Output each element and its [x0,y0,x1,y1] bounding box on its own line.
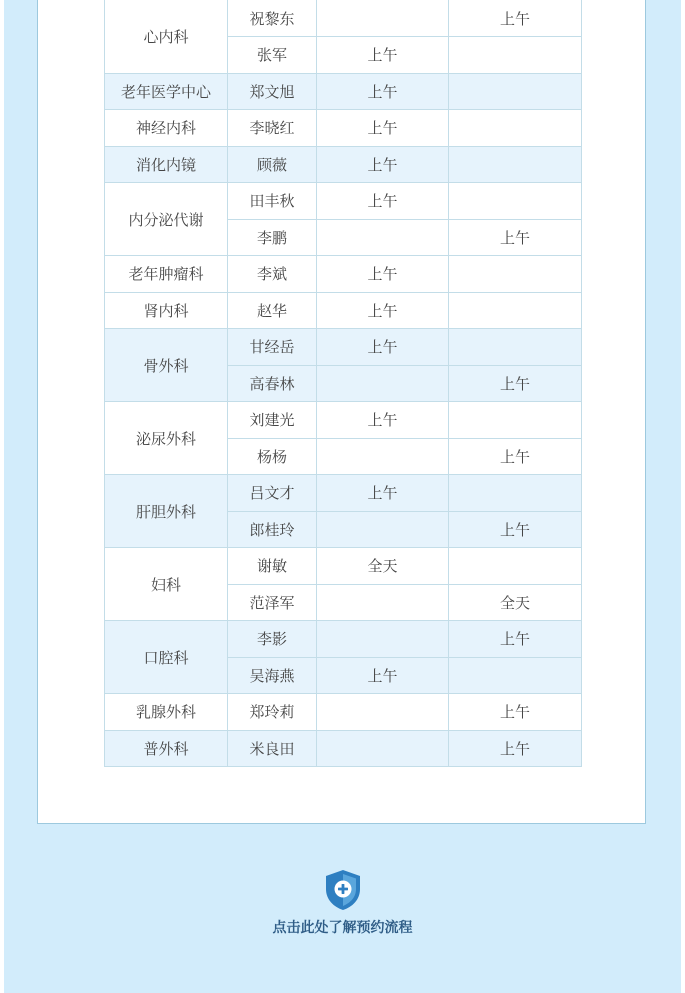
department-cell: 妇科 [105,548,228,621]
schedule-slot-cell: 上午 [317,183,449,220]
table-row [105,183,582,220]
doctor-cell: 米良田 [228,730,317,767]
doctor-cell: 李斌 [228,256,317,293]
table-row [105,329,582,366]
table-row [105,256,582,293]
schedule-slot-cell [317,438,449,475]
schedule-slot-cell: 上午 [449,730,582,767]
table-row [105,475,582,512]
schedule-slot-cell: 上午 [449,621,582,658]
schedule-slot-cell [449,292,582,329]
schedule-slot-cell: 上午 [317,292,449,329]
table-row [105,548,582,585]
schedule-slot-cell [449,402,582,439]
doctor-cell: 赵华 [228,292,317,329]
schedule-slot-cell: 上午 [317,402,449,439]
department-cell: 口腔科 [105,621,228,694]
doctor-cell: 李影 [228,621,317,658]
schedule-slot-cell: 上午 [317,256,449,293]
doctor-cell: 谢敏 [228,548,317,585]
table-row [105,110,582,147]
doctor-cell: 甘经岳 [228,329,317,366]
schedule-slot-cell: 上午 [317,475,449,512]
footer [4,868,681,937]
doctor-cell: 郎桂玲 [228,511,317,548]
doctor-cell: 范泽军 [228,584,317,621]
schedule-slot-cell [449,256,582,293]
table-row [105,292,582,329]
doctor-cell: 李晓红 [228,110,317,147]
schedule-slot-cell [317,365,449,402]
table-row [105,73,582,110]
schedule-slot-cell [317,219,449,256]
department-cell: 肾内科 [105,292,228,329]
schedule-table-body [105,0,582,767]
schedule-slot-cell: 上午 [317,657,449,694]
table-row [105,730,582,767]
table-row [105,146,582,183]
schedule-slot-cell [449,73,582,110]
schedule-slot-cell: 上午 [317,329,449,366]
schedule-slot-cell: 全天 [317,548,449,585]
table-row [105,621,582,658]
department-cell: 普外科 [105,730,228,767]
department-cell: 泌尿外科 [105,402,228,475]
department-cell: 老年医学中心 [105,73,228,110]
schedule-slot-cell: 上午 [317,110,449,147]
department-cell: 老年肿瘤科 [105,256,228,293]
department-cell: 乳腺外科 [105,694,228,731]
department-cell: 神经内科 [105,110,228,147]
schedule-slot-cell [449,183,582,220]
department-cell: 心内科 [105,0,228,73]
table-row [105,0,582,37]
schedule-slot-cell [317,511,449,548]
department-cell: 骨外科 [105,329,228,402]
schedule-slot-cell: 上午 [317,37,449,74]
schedule-slot-cell [317,584,449,621]
schedule-slot-cell [449,110,582,147]
doctor-cell: 杨杨 [228,438,317,475]
schedule-slot-cell [449,329,582,366]
doctor-cell: 李鹏 [228,219,317,256]
schedule-slot-cell: 上午 [449,0,582,37]
department-cell: 内分泌代谢 [105,183,228,256]
doctor-cell: 郑文旭 [228,73,317,110]
doctor-cell: 张军 [228,37,317,74]
schedule-slot-cell: 上午 [317,146,449,183]
schedule-slot-cell [317,0,449,37]
department-cell: 消化内镜 [105,146,228,183]
schedule-slot-cell: 上午 [449,365,582,402]
schedule-slot-cell [317,694,449,731]
schedule-slot-cell: 上午 [317,73,449,110]
schedule-slot-cell [449,548,582,585]
doctor-cell: 高春林 [228,365,317,402]
doctor-cell: 吴海燕 [228,657,317,694]
doctor-cell: 顾薇 [228,146,317,183]
schedule-slot-cell: 全天 [449,584,582,621]
schedule-slot-cell [449,146,582,183]
schedule-table [104,0,582,767]
appointment-process-link[interactable]: 点击此处了解预约流程 [272,920,413,936]
doctor-cell: 吕文才 [228,475,317,512]
schedule-slot-cell [449,475,582,512]
doctor-cell: 刘建光 [228,402,317,439]
schedule-slot-cell [449,657,582,694]
schedule-slot-cell [317,730,449,767]
schedule-slot-cell [449,37,582,74]
doctor-cell: 郑玲莉 [228,694,317,731]
schedule-slot-cell: 上午 [449,219,582,256]
schedule-slot-cell: 上午 [449,511,582,548]
schedule-slot-cell: 上午 [449,438,582,475]
doctor-cell: 祝黎东 [228,0,317,37]
table-row [105,402,582,439]
table-row [105,694,582,731]
department-cell: 肝胆外科 [105,475,228,548]
schedule-slot-cell [317,621,449,658]
doctor-cell: 田丰秋 [228,183,317,220]
schedule-slot-cell: 上午 [449,694,582,731]
shield-plus-icon[interactable] [323,868,363,912]
